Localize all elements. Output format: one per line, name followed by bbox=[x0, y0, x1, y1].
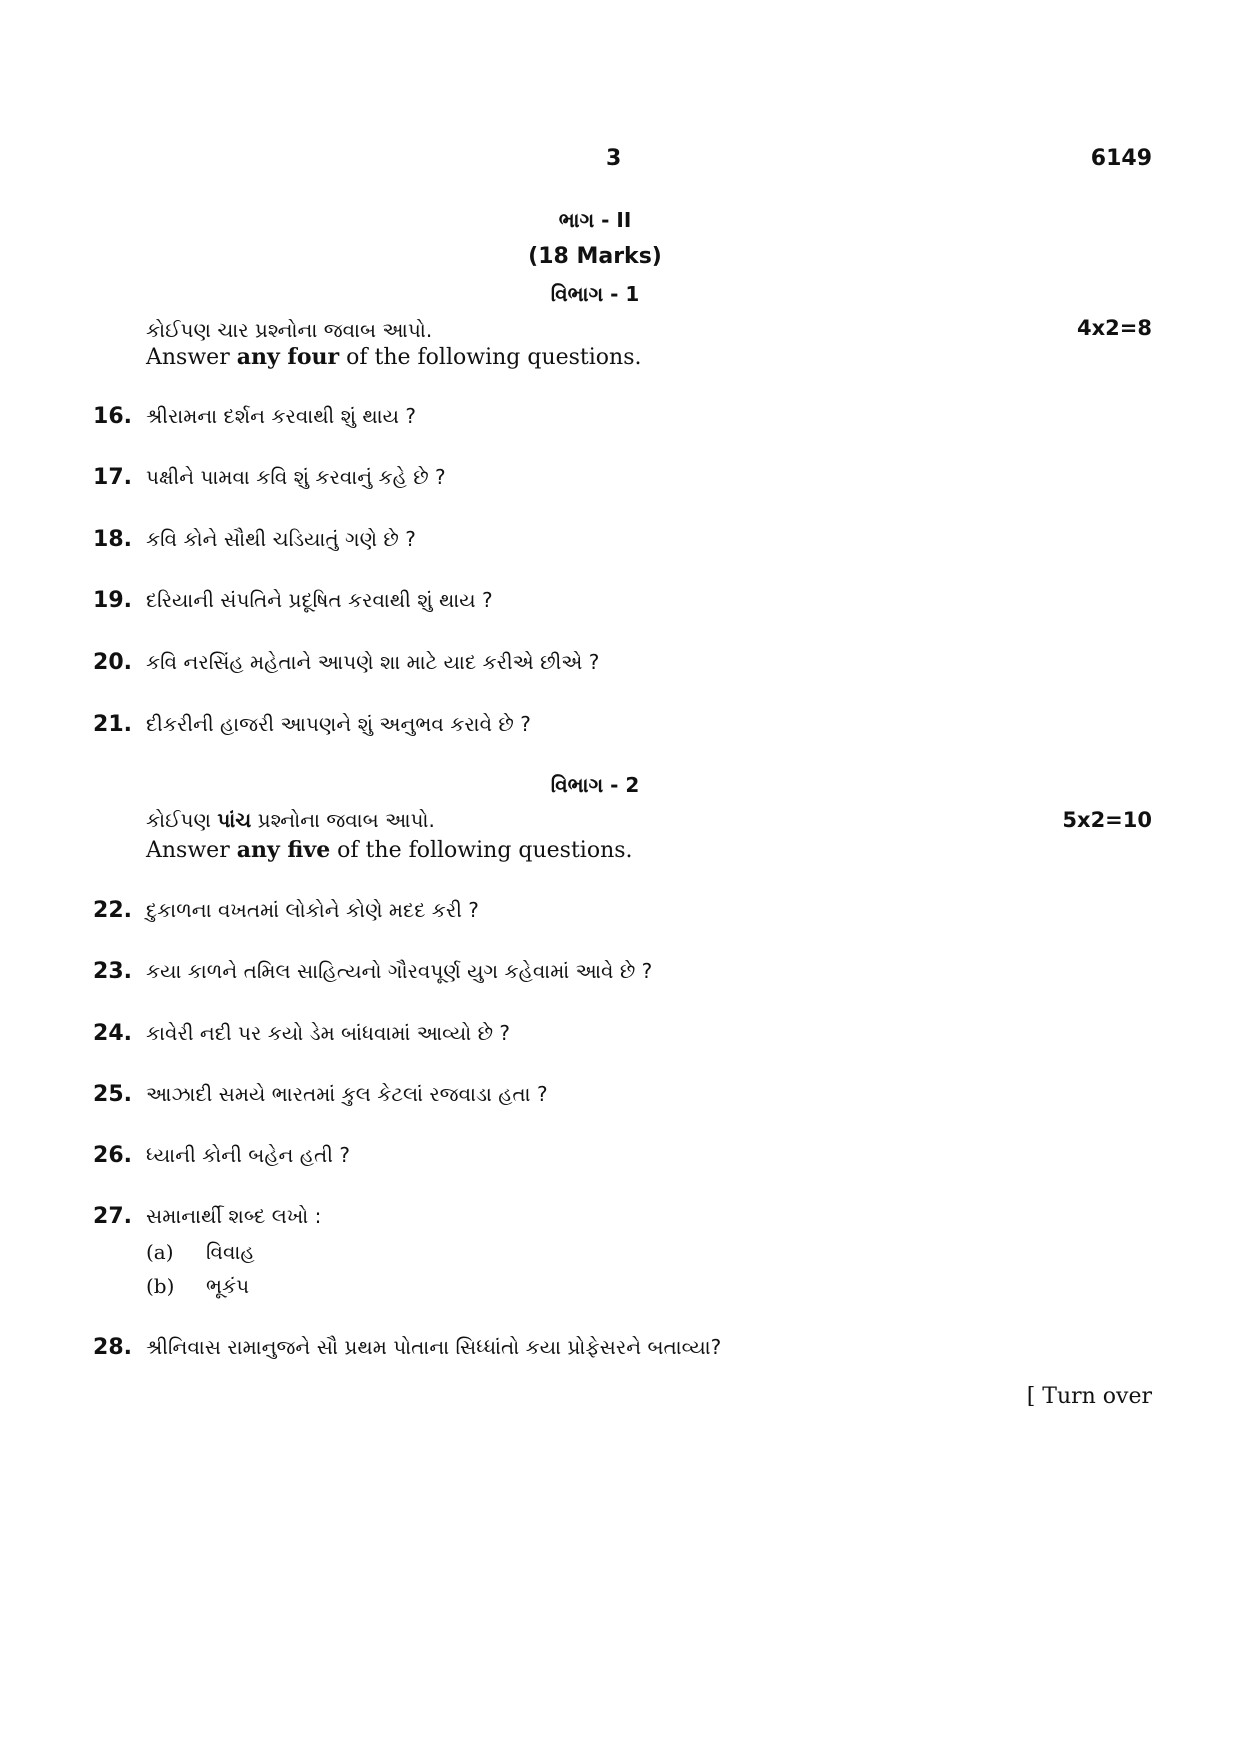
question-number: 19. bbox=[93, 588, 132, 613]
question-number: 24. bbox=[93, 1021, 132, 1046]
page-number: 3 bbox=[606, 146, 622, 171]
question-number: 27. bbox=[93, 1204, 132, 1229]
question-number: 28. bbox=[93, 1335, 132, 1360]
option-text: વિવાહ bbox=[206, 1240, 255, 1264]
question-number: 16. bbox=[93, 404, 132, 429]
option-text: ભૂકંપ bbox=[206, 1274, 250, 1298]
question-number: 20. bbox=[93, 650, 132, 675]
part-marks: (18 Marks) bbox=[528, 244, 662, 269]
question-text: પક્ષીને પામવા કવિ શું કરવાનું કહે છે ? bbox=[146, 465, 446, 489]
section2-marks: 5x2=10 bbox=[1062, 808, 1152, 832]
section1-instruction-english bbox=[146, 344, 642, 370]
question-text: દુકાળના વખતમાં લોકોને કોણે મદદ કરી ? bbox=[146, 898, 479, 922]
instruction-emphasis: any four bbox=[236, 344, 340, 370]
question-text: કયા કાળને તમિલ સાહિત્યનો ગૌરવપૂર્ણ યુગ કહેવામાં આવે છે ? bbox=[146, 959, 653, 983]
question-text: શ્રીરામના દર્શન કરવાથી શું થાય ? bbox=[146, 404, 417, 428]
question-number: 17. bbox=[93, 465, 132, 490]
section2-instruction-gujarati bbox=[146, 808, 435, 832]
question-number: 21. bbox=[93, 712, 132, 737]
section2-instruction-english bbox=[146, 837, 633, 863]
question-text: આઝાદી સમયે ભારતમાં કુલ કેટલાં રજવાડા હતા ? bbox=[146, 1082, 548, 1106]
instruction-emphasis: પાંચ bbox=[217, 808, 252, 832]
section1-marks: 4x2=8 bbox=[1077, 316, 1152, 340]
question-text: કવિ કોને સૌથી ચડિયાતું ગણે છે ? bbox=[146, 527, 416, 551]
question-number: 22. bbox=[93, 898, 132, 923]
question-number: 18. bbox=[93, 527, 132, 552]
question-text: કાવેરી નદી પર કયો ડેમ બાંધવામાં આવ્યો છે ? bbox=[146, 1021, 511, 1045]
question-number: 25. bbox=[93, 1082, 132, 1107]
question-text: ધ્યાની કોની બહેન હતી ? bbox=[146, 1143, 350, 1167]
instruction-text: Answer bbox=[146, 838, 237, 863]
question-text: દીકરીની હાજરી આપણને શું અનુભવ કરાવે છે ? bbox=[146, 712, 531, 736]
question-text: શ્રીનિવાસ રામાનુજને સૌ પ્રથમ પોતાના સિધ્ધાંતો કયા પ્રોફેસરને બતાવ્યા? bbox=[146, 1335, 722, 1359]
instruction-text: of the following questions. bbox=[339, 345, 642, 370]
instruction-text: પ્રશ્નોના જવાબ આપો. bbox=[251, 808, 435, 832]
section1-title: વિભાગ - 1 bbox=[550, 282, 640, 306]
part-title: ભાગ - II bbox=[558, 208, 632, 232]
question-text: કવિ નરસિંહ મહેતાને આપણે શા માટે યાદ કરીએ છીએ ? bbox=[146, 650, 600, 674]
instruction-text: કોઈપણ bbox=[146, 808, 218, 832]
section1-instruction-gujarati: કોઈપણ ચાર પ્રશ્નોના જવાબ આપો. bbox=[146, 318, 433, 342]
option-label: (a) bbox=[146, 1240, 174, 1264]
instruction-text: Answer bbox=[146, 345, 237, 370]
question-text: દરિયાની સંપતિને પ્રદૂષિત કરવાથી શું થાય ? bbox=[146, 588, 493, 612]
question-number: 26. bbox=[93, 1143, 132, 1168]
question-text: સમાનાર્થી શબ્દ લખો : bbox=[146, 1204, 322, 1228]
instruction-text: of the following questions. bbox=[330, 838, 633, 863]
paper-code: 6149 bbox=[1090, 146, 1152, 171]
instruction-emphasis: any five bbox=[236, 837, 331, 863]
option-label: (b) bbox=[146, 1274, 175, 1298]
section2-title: વિભાગ - 2 bbox=[550, 773, 640, 797]
question-number: 23. bbox=[93, 959, 132, 984]
turn-over-note: [ Turn over bbox=[1026, 1384, 1152, 1409]
